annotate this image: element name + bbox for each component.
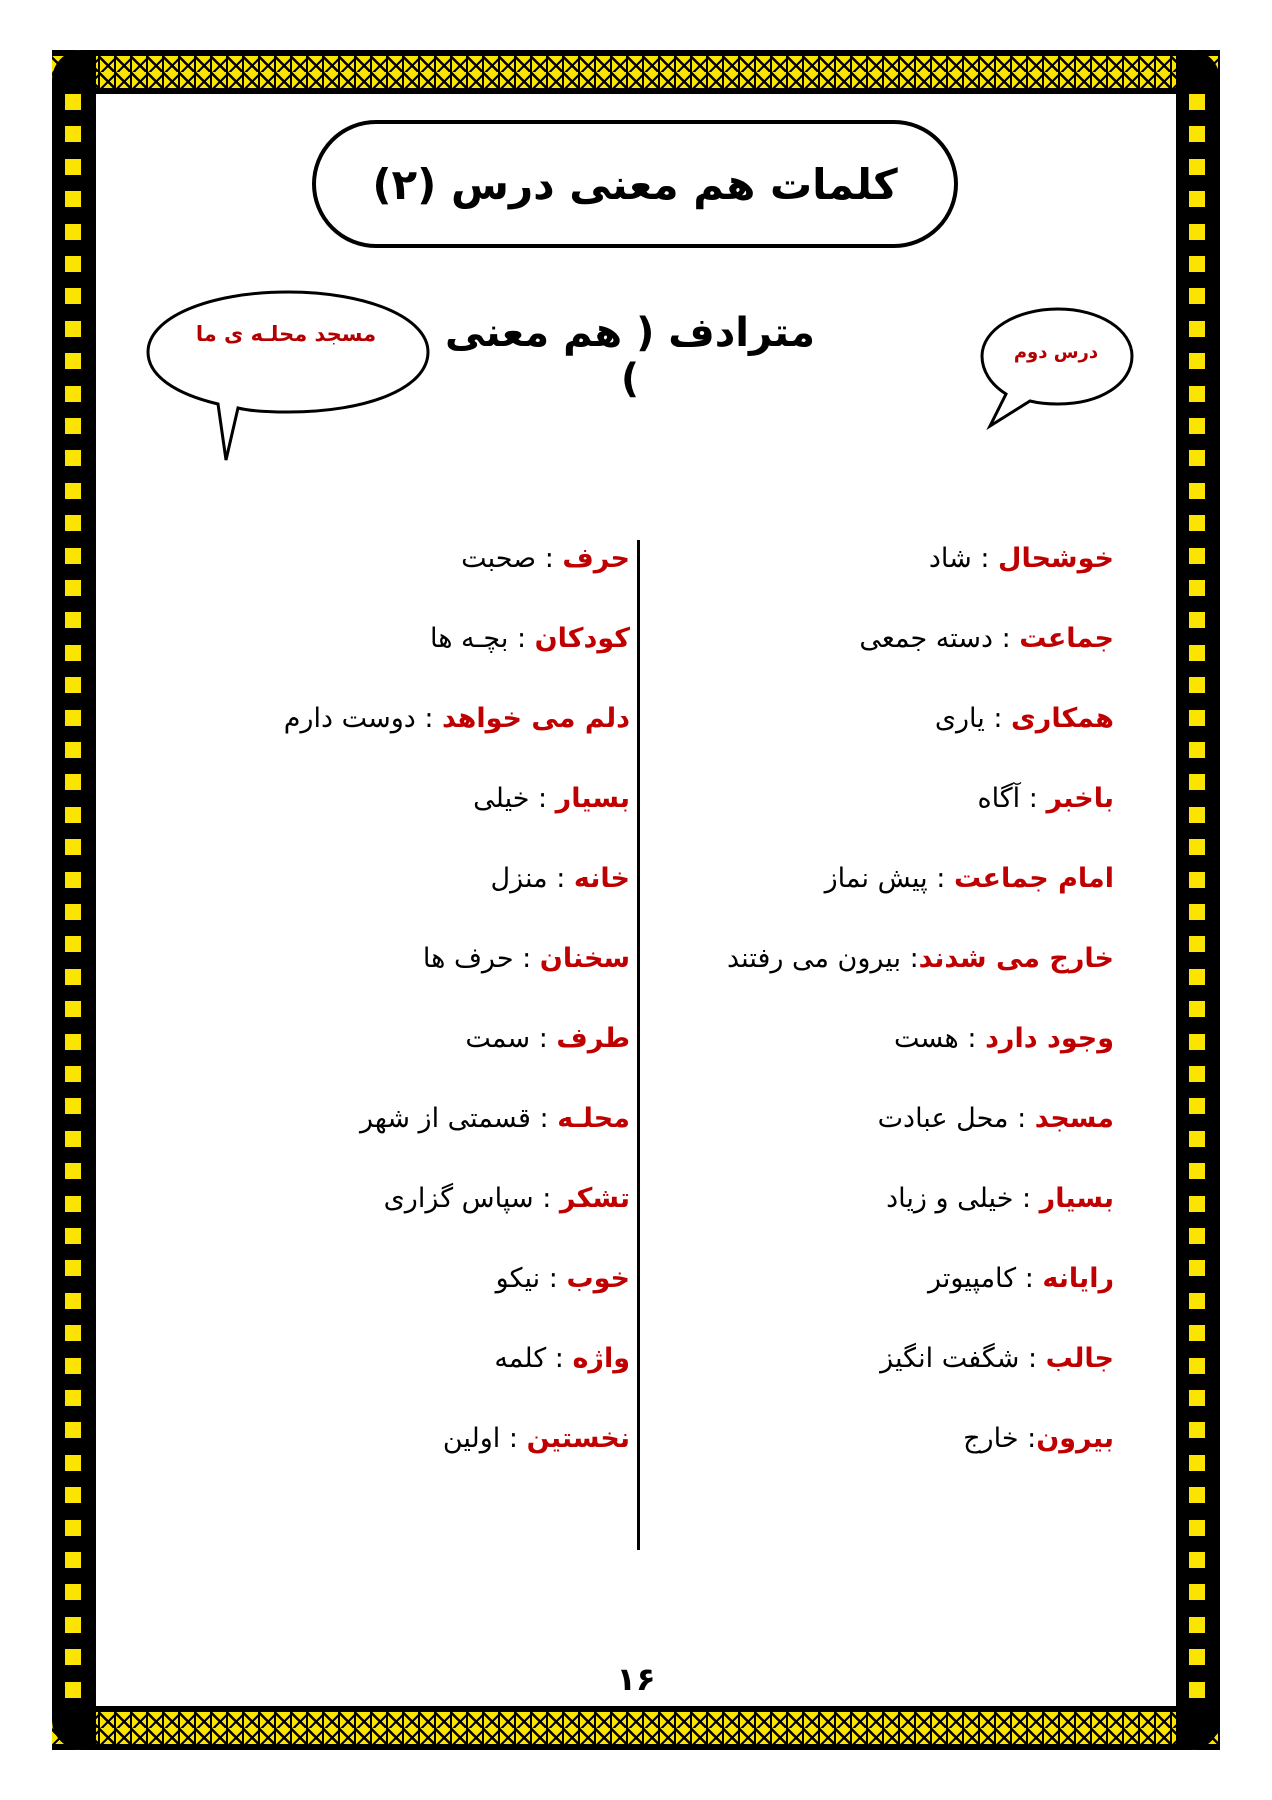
synonym-sep: : bbox=[530, 1103, 558, 1134]
synonym-sep: : bbox=[536, 543, 563, 574]
synonym-meaning: اولین bbox=[442, 1423, 501, 1454]
synonym-row bbox=[280, 610, 630, 690]
synonym-meaning: هست bbox=[893, 1023, 959, 1054]
synonym-row bbox=[690, 1410, 1114, 1490]
border-square bbox=[61, 382, 85, 406]
border-square bbox=[61, 835, 85, 859]
synonym-sep: : bbox=[971, 543, 999, 574]
bubble-right-text: درس دوم bbox=[1013, 342, 1099, 363]
border-square bbox=[1185, 1613, 1209, 1637]
speech-bubble-right-icon bbox=[976, 304, 1138, 434]
synonym-row bbox=[280, 770, 630, 850]
border-square bbox=[1185, 1192, 1209, 1216]
border-square bbox=[61, 1678, 85, 1702]
border-square bbox=[61, 1645, 85, 1669]
synonym-row bbox=[280, 1170, 630, 1250]
synonym-row bbox=[690, 770, 1114, 850]
border-square bbox=[61, 1192, 85, 1216]
border-square bbox=[61, 1159, 85, 1183]
synonym-sep: : bbox=[1020, 783, 1047, 814]
border-square bbox=[61, 1289, 85, 1313]
border-square bbox=[61, 608, 85, 632]
synonym-meaning: خیلی bbox=[473, 783, 530, 814]
border-square bbox=[61, 706, 85, 730]
border-square bbox=[61, 1321, 85, 1345]
synonym-term: محلـه bbox=[557, 1103, 630, 1134]
synonym-row bbox=[280, 1010, 630, 1090]
synonym-row bbox=[280, 1250, 630, 1330]
synonym-meaning: پیش نماز bbox=[824, 863, 928, 894]
synonym-term: جالب bbox=[1045, 1343, 1114, 1374]
border-square bbox=[61, 284, 85, 308]
border-square bbox=[1185, 576, 1209, 600]
border-top-pattern bbox=[52, 50, 1220, 94]
synonym-term: نخستین bbox=[526, 1423, 630, 1454]
synonym-sep: : bbox=[415, 703, 443, 734]
border-square bbox=[61, 868, 85, 892]
synonym-row bbox=[690, 1330, 1114, 1410]
border-square bbox=[1185, 1256, 1209, 1280]
border-square bbox=[61, 1516, 85, 1540]
border-square bbox=[61, 1354, 85, 1378]
border-square bbox=[61, 479, 85, 503]
synonym-meaning: سپاس گزاری bbox=[383, 1183, 534, 1214]
border-square bbox=[61, 122, 85, 146]
synonym-meaning: شگفت انگیز bbox=[880, 1343, 1020, 1374]
border-square bbox=[1185, 900, 1209, 924]
border-square bbox=[61, 446, 85, 470]
border-square bbox=[61, 155, 85, 179]
border-square bbox=[1185, 1548, 1209, 1572]
border-square bbox=[61, 900, 85, 924]
border-square bbox=[1185, 90, 1209, 114]
border-square bbox=[61, 511, 85, 535]
synonym-row bbox=[690, 930, 1114, 1010]
border-square bbox=[1185, 1062, 1209, 1086]
border-square bbox=[1185, 1580, 1209, 1604]
border-square bbox=[1185, 608, 1209, 632]
border-square bbox=[1185, 382, 1209, 406]
synonym-term: دلم می خواهد bbox=[442, 703, 630, 734]
synonym-meaning: دوست دارم bbox=[283, 703, 416, 734]
border-square bbox=[61, 1062, 85, 1086]
synonym-sep: : bbox=[513, 943, 540, 974]
border-square bbox=[61, 317, 85, 341]
border-right-squares bbox=[1180, 90, 1212, 1710]
synonym-meaning: آگاه bbox=[977, 783, 1021, 814]
border-square bbox=[61, 220, 85, 244]
speech-bubble-left-icon bbox=[142, 286, 434, 466]
section-subtitle: مترادف ( هم معنی ) bbox=[445, 310, 815, 402]
synonym-meaning: دسته جمعی bbox=[859, 623, 993, 654]
border-square bbox=[61, 1483, 85, 1507]
synonym-row bbox=[280, 1090, 630, 1170]
synonym-row bbox=[690, 1170, 1114, 1250]
synonym-row bbox=[690, 1010, 1114, 1090]
border-square bbox=[1185, 317, 1209, 341]
border-square bbox=[1185, 1678, 1209, 1702]
synonyms-left-column bbox=[280, 530, 630, 1490]
synonym-sep: : bbox=[547, 863, 574, 894]
synonym-sep: : bbox=[993, 623, 1020, 654]
border-square bbox=[1185, 1127, 1209, 1151]
border-square bbox=[61, 187, 85, 211]
border-square bbox=[61, 932, 85, 956]
synonym-term: خانه bbox=[573, 863, 630, 894]
border-square bbox=[1185, 641, 1209, 665]
border-square bbox=[1185, 770, 1209, 794]
border-bottom-pattern bbox=[52, 1706, 1220, 1750]
synonym-meaning: منزل bbox=[490, 863, 548, 894]
synonym-meaning: حرف ها bbox=[422, 943, 514, 974]
synonym-row bbox=[280, 850, 630, 930]
page-title: کلمات هم معنی درس (۲) bbox=[372, 159, 898, 209]
synonym-meaning: صحبت bbox=[461, 543, 537, 574]
synonym-sep: : bbox=[1019, 1343, 1046, 1374]
synonym-term: مسجد bbox=[1034, 1103, 1114, 1134]
border-square bbox=[61, 1451, 85, 1475]
border-square bbox=[1185, 1386, 1209, 1410]
border-square bbox=[61, 1256, 85, 1280]
synonym-sep: : bbox=[927, 863, 954, 894]
synonym-row bbox=[280, 1330, 630, 1410]
synonym-term: جماعت bbox=[1019, 623, 1114, 654]
border-square bbox=[61, 1224, 85, 1248]
border-square bbox=[1185, 1483, 1209, 1507]
synonym-row bbox=[280, 930, 630, 1010]
page-number: ۱۶ bbox=[616, 1660, 656, 1698]
synonyms-right-column bbox=[690, 530, 1114, 1490]
border-square bbox=[61, 641, 85, 665]
border-square bbox=[1185, 252, 1209, 276]
column-divider bbox=[637, 540, 640, 1550]
synonym-term: باخبر bbox=[1046, 783, 1114, 814]
synonym-sep: : bbox=[1013, 1183, 1040, 1214]
synonym-sep: : bbox=[1018, 1423, 1037, 1454]
border-square bbox=[61, 770, 85, 794]
border-square bbox=[1185, 187, 1209, 211]
border-square bbox=[1185, 965, 1209, 989]
synonym-term: سخنان bbox=[539, 943, 630, 974]
synonym-meaning: خیلی و زیاد bbox=[886, 1183, 1014, 1214]
synonym-meaning: بچـه ها bbox=[429, 623, 509, 654]
border-square bbox=[61, 673, 85, 697]
synonym-sep: : bbox=[540, 1263, 567, 1294]
border-square bbox=[1185, 349, 1209, 373]
synonym-row bbox=[690, 610, 1114, 690]
synonym-meaning: کامپیوتر bbox=[927, 1263, 1017, 1294]
title-box bbox=[312, 120, 958, 248]
border-square bbox=[1185, 1159, 1209, 1183]
border-square bbox=[1185, 511, 1209, 535]
border-square bbox=[1185, 1645, 1209, 1669]
synonym-row bbox=[690, 1250, 1114, 1330]
border-square bbox=[61, 1030, 85, 1054]
synonym-meaning: محل عبادت bbox=[877, 1103, 1009, 1134]
synonym-term: تشکر bbox=[559, 1183, 630, 1214]
synonym-term: کودکان bbox=[534, 623, 630, 654]
synonym-term: واژه bbox=[572, 1343, 630, 1374]
border-square bbox=[61, 1418, 85, 1442]
synonym-term: بسیار bbox=[1039, 1183, 1114, 1214]
border-left-squares bbox=[56, 90, 88, 1710]
synonym-term: حرف bbox=[562, 543, 630, 574]
border-square bbox=[61, 252, 85, 276]
border-square bbox=[1185, 706, 1209, 730]
synonym-meaning: یاری bbox=[934, 703, 985, 734]
border-square bbox=[61, 1127, 85, 1151]
synonym-meaning: نیکو bbox=[495, 1263, 541, 1294]
border-square bbox=[61, 349, 85, 373]
border-square bbox=[1185, 738, 1209, 762]
synonym-term: رایانه bbox=[1042, 1263, 1114, 1294]
synonym-sep: : bbox=[529, 783, 556, 814]
synonym-sep: : bbox=[958, 1023, 986, 1054]
synonym-meaning: بیرون می رفتند bbox=[727, 943, 901, 974]
synonym-term: بیرون bbox=[1036, 1423, 1114, 1454]
synonym-sep: : bbox=[1008, 1103, 1035, 1134]
border-square bbox=[1185, 479, 1209, 503]
synonym-row bbox=[280, 530, 630, 610]
border-square bbox=[1185, 544, 1209, 568]
bubble-left-text: مسجد محلـه ی ما bbox=[195, 322, 377, 346]
synonym-sep: : bbox=[500, 1423, 527, 1454]
border-square bbox=[61, 576, 85, 600]
border-square bbox=[1185, 284, 1209, 308]
border-square bbox=[1185, 1030, 1209, 1054]
synonym-sep: : bbox=[508, 623, 535, 654]
border-square bbox=[61, 1548, 85, 1572]
synonym-term: همکاری bbox=[1011, 703, 1114, 734]
border-square bbox=[61, 414, 85, 438]
synonym-meaning: شاد bbox=[928, 543, 972, 574]
border-square bbox=[61, 1580, 85, 1604]
synonym-sep: : bbox=[900, 943, 919, 974]
border-square bbox=[1185, 1418, 1209, 1442]
synonym-term: خوب bbox=[566, 1263, 630, 1294]
border-square bbox=[1185, 220, 1209, 244]
border-square bbox=[1185, 1289, 1209, 1313]
border-square bbox=[1185, 1354, 1209, 1378]
border-square bbox=[1185, 1321, 1209, 1345]
synonym-meaning: قسمتی از شهر bbox=[359, 1103, 531, 1134]
border-square bbox=[1185, 835, 1209, 859]
synonym-term: وجود دارد bbox=[985, 1023, 1114, 1054]
border-square bbox=[1185, 414, 1209, 438]
border-square bbox=[1185, 673, 1209, 697]
synonym-sep: : bbox=[546, 1343, 573, 1374]
synonym-term: خوشحال bbox=[998, 543, 1114, 574]
synonym-row bbox=[690, 1090, 1114, 1170]
border-square bbox=[1185, 1451, 1209, 1475]
border-square bbox=[1185, 997, 1209, 1021]
border-square bbox=[1185, 1094, 1209, 1118]
border-square bbox=[61, 1094, 85, 1118]
synonym-row bbox=[690, 530, 1114, 610]
synonym-term: طرف bbox=[556, 1023, 630, 1054]
synonym-row bbox=[690, 850, 1114, 930]
synonym-sep: : bbox=[984, 703, 1012, 734]
synonym-row bbox=[690, 690, 1114, 770]
synonym-term: امام جماعت bbox=[953, 863, 1114, 894]
border-square bbox=[1185, 155, 1209, 179]
synonym-meaning: کلمه bbox=[494, 1343, 547, 1374]
border-square bbox=[1185, 803, 1209, 827]
border-square bbox=[1185, 1516, 1209, 1540]
synonym-term: خارج می شدند bbox=[918, 943, 1114, 974]
border-square bbox=[1185, 868, 1209, 892]
synonym-sep: : bbox=[530, 1023, 557, 1054]
border-square bbox=[1185, 932, 1209, 956]
border-square bbox=[61, 997, 85, 1021]
border-square bbox=[61, 738, 85, 762]
synonym-term: بسیار bbox=[555, 783, 630, 814]
border-square bbox=[61, 965, 85, 989]
border-square bbox=[61, 544, 85, 568]
border-square bbox=[61, 803, 85, 827]
border-square bbox=[61, 1386, 85, 1410]
border-square bbox=[1185, 122, 1209, 146]
synonym-sep: : bbox=[533, 1183, 560, 1214]
synonym-row bbox=[280, 690, 630, 770]
synonym-meaning: خارج bbox=[963, 1423, 1019, 1454]
border-square bbox=[1185, 446, 1209, 470]
border-square bbox=[61, 90, 85, 114]
synonym-meaning: سمت bbox=[465, 1023, 531, 1054]
synonym-sep: : bbox=[1016, 1263, 1043, 1294]
border-square bbox=[1185, 1224, 1209, 1248]
synonym-row bbox=[280, 1410, 630, 1490]
border-square bbox=[61, 1613, 85, 1637]
